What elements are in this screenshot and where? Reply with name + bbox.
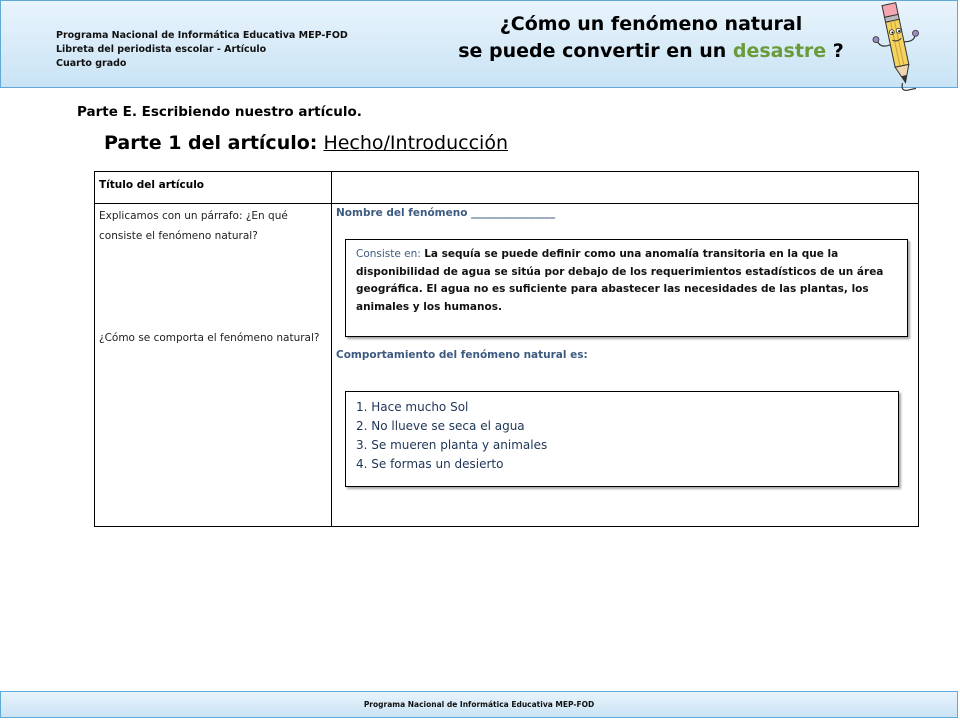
- consists-textbox: [345, 239, 908, 337]
- consists-lead: Consiste en:: [356, 248, 425, 260]
- notebook-name: Libreta del periodista escolar - Artículo: [56, 44, 267, 55]
- behavior-item: 4. Se formas un desierto: [356, 457, 504, 471]
- behavior-label: Comportamiento del fenómeno natural es:: [336, 349, 588, 361]
- phenomenon-name-label: Nombre del fenómeno ________________: [336, 207, 556, 219]
- pencil-character-icon: [869, 1, 929, 93]
- table-column-divider: [331, 172, 332, 526]
- grade-level: Cuarto grado: [56, 58, 127, 69]
- footer-band: [0, 691, 958, 718]
- title-accent-word: desastre: [732, 40, 827, 62]
- title-line-2: [441, 38, 861, 65]
- footer-text: Programa Nacional de Informática Educativa MEP-FOD: [363, 700, 595, 709]
- title-line-2-start: se puede convertir en un: [458, 40, 733, 62]
- header-band: [0, 0, 958, 88]
- article-title-label: Título del artículo: [99, 179, 205, 191]
- behavior-item: 1. Hace mucho Sol: [356, 400, 469, 414]
- slide-title: [441, 11, 861, 65]
- part-label: Parte 1 del artículo:: [104, 132, 318, 154]
- section-heading: Parte E. Escribiendo nuestro artículo.: [77, 104, 362, 120]
- part-topic: Hecho/Introducción: [323, 132, 508, 154]
- question-behavior: ¿Cómo se comporta el fenómeno natural?: [99, 332, 320, 344]
- program-info: [56, 29, 348, 71]
- question-what-is: Explicamos con un párrafo: ¿En qué consiste el fenómeno natural?: [99, 210, 288, 242]
- article-part-heading: [104, 132, 508, 154]
- behavior-item: 2. No llueve se seca el agua: [356, 419, 525, 433]
- behavior-textbox: [345, 391, 899, 487]
- behavior-item: 3. Se mueren planta y animales: [356, 438, 548, 452]
- table-row-divider: [95, 203, 918, 204]
- article-table: [94, 171, 919, 527]
- program-name: Programa Nacional de Informática Educativa MEP-FOD: [56, 30, 348, 41]
- title-line-2-end: ?: [826, 40, 844, 62]
- consists-body: La sequía se puede definir como una anomalía transitoria en la que la disponibilidad de agua se sitúa por debajo de los requerimientos estadísticos de un área geográfica. El agua no es suficiente para abastecer las necesidades de las plantas, los animales y los humanos.: [356, 248, 884, 313]
- title-line-1: ¿Cómo un fenómeno natural: [499, 13, 803, 35]
